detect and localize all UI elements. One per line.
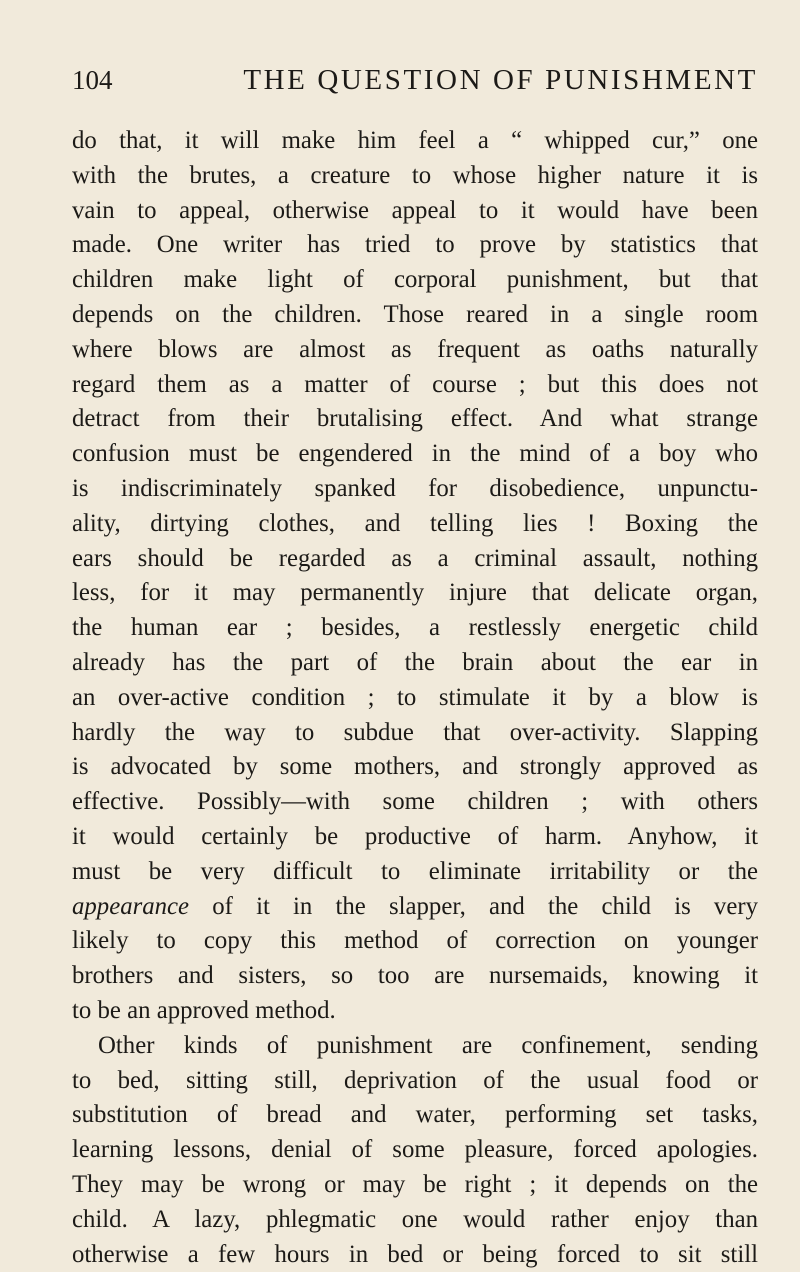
text-line: hardly the way to subdue that over-activity. Slapping	[72, 716, 758, 751]
text-line: is advocated by some mothers, and strongly approved as	[72, 750, 758, 785]
text-line: with the brutes, a creature to whose higher nature it is	[72, 159, 758, 194]
text-line: effective. Possibly—with some children ; with others	[72, 785, 758, 820]
text-line: the human ear ; besides, a restlessly energetic child	[72, 611, 758, 646]
italic-word: appearance	[72, 893, 189, 920]
text-line: detract from their brutalising effect. And what strange	[72, 402, 758, 437]
text-line: learning lessons, denial of some pleasure, forced apologies.	[72, 1133, 758, 1168]
text-line: to bed, sitting still, deprivation of the usual food or	[72, 1064, 758, 1099]
paragraph-1	[72, 124, 758, 1029]
text-line: to be an approved method.	[72, 994, 758, 1029]
text-line: ality, dirtying clothes, and telling lies ! Boxing the	[72, 507, 758, 542]
text-line: likely to copy this method of correction on younger	[72, 924, 758, 959]
text-line: child. A lazy, phlegmatic one would rather enjoy than	[72, 1203, 758, 1238]
text-line: brothers and sisters, so too are nursemaids, knowing it	[72, 959, 758, 994]
text-line: Other kinds of punishment are confinement, sending	[72, 1029, 758, 1064]
text-line: it would certainly be productive of harm. Anyhow, it	[72, 820, 758, 855]
text-line: already has the part of the brain about the ear in	[72, 646, 758, 681]
text-line: made. One writer has tried to prove by statistics that	[72, 228, 758, 263]
text-line: must be very difficult to eliminate irritability or the	[72, 855, 758, 890]
text-line: is indiscriminately spanked for disobedience, unpunctu-	[72, 472, 758, 507]
text-line: where blows are almost as frequent as oaths naturally	[72, 333, 758, 368]
text-line: otherwise a few hours in bed or being forced to sit still	[72, 1238, 758, 1272]
text-line: regard them as a matter of course ; but this does not	[72, 368, 758, 403]
text-line: do that, it will make him feel a “ whipped cur,” one	[72, 124, 758, 159]
text-line-with-italic	[72, 890, 758, 925]
text-line: vain to appeal, otherwise appeal to it would have been	[72, 194, 758, 229]
text-line: confusion must be engendered in the mind of a boy who	[72, 437, 758, 472]
running-title: THE QUESTION OF PUNISHMENT	[243, 62, 758, 98]
body-text	[72, 124, 758, 1272]
text-line: an over-active condition ; to stimulate it by a blow is	[72, 681, 758, 716]
text-line: ears should be regarded as a criminal assault, nothing	[72, 542, 758, 577]
running-head	[72, 62, 758, 98]
text-line: They may be wrong or may be right ; it depends on the	[72, 1168, 758, 1203]
text-line: less, for it may permanently injure that delicate organ,	[72, 576, 758, 611]
text-line: children make light of corporal punishment, but that	[72, 263, 758, 298]
text-line-remainder: of it in the slapper, and the child is very	[189, 893, 758, 920]
page-number: 104	[72, 62, 113, 98]
text-line: substitution of bread and water, performing set tasks,	[72, 1098, 758, 1133]
text-line: depends on the children. Those reared in a single room	[72, 298, 758, 333]
paragraph-2	[72, 1029, 758, 1272]
